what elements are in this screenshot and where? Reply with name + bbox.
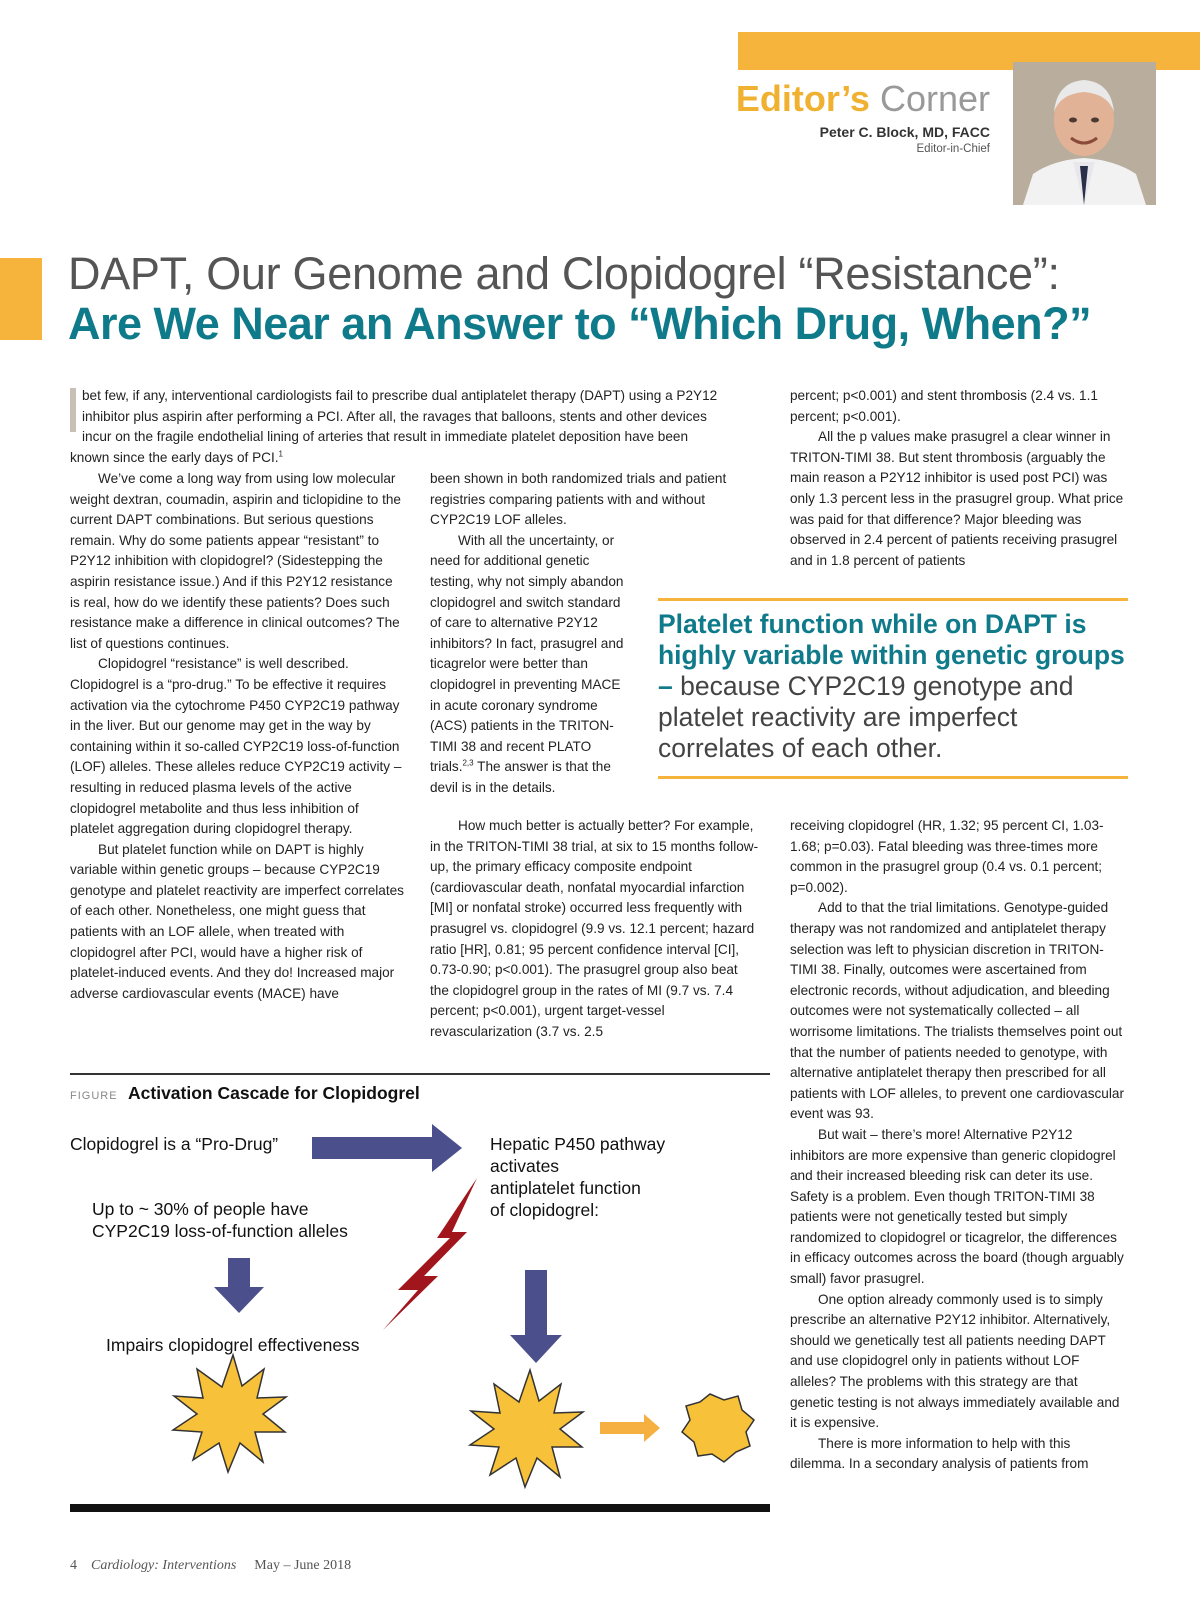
paragraph: We’ve come a long way from using low molecular weight dextran, coumadin, aspirin and ticlopidine to the current DAPT combinations. But serious questions remain. Why do some patients appear “resistant” to P2Y12 inhibition with clopidogrel? (Sidestepping the aspirin resistance issue.) And if this P2Y12 resistance is real, how do we identify these patients? Does such resistance make a difference in clinical outcomes? The list of questions continues. bbox=[70, 471, 401, 651]
starburst-icon bbox=[173, 1355, 286, 1472]
footnote-ref: 1 bbox=[278, 449, 283, 459]
pull-quote-rest: because CYP2C19 genotype and platelet reactivity are imperfect correlates of each other. bbox=[658, 671, 1074, 763]
paragraph: But wait – there’s more! Alternative P2Y12 inhibitors are more expensive than generic clopidogrel and their increased bleeding risk can deter its use. Safety is a problem. Even though TRITON-TIMI 38 patients were not genetically tested but simply randomized to clopidogrel or ticagrelor, the differences in efficacy outcomes across the board (though arguably small) favor prasugrel. bbox=[790, 1126, 1124, 1287]
figure-text-line: Hepatic P450 pathway bbox=[490, 1134, 666, 1154]
section-title-word1: Editor’s bbox=[735, 78, 870, 119]
section-title-word2: Corner bbox=[879, 78, 990, 119]
paragraph: receiving clopidogrel (HR, 1.32; 95 percent CI, 1.03-1.68; p=0.03). Fatal bleeding was three-times more common in the prasugrel group (0.4 vs. 0.1 percent; p=0.002). bbox=[790, 818, 1104, 895]
paragraph: percent; p<0.001) and stent thrombosis (2.4 vs. 1.1 percent; p<0.001). bbox=[790, 388, 1098, 424]
editor-name: Peter C. Block, MD, FACC bbox=[819, 124, 990, 140]
paragraph: But platelet function while on DAPT is highly variable within genetic groups – because CYP2C19 genotype and platelet reactivity are imperfect correlates of each other. Nonetheless, one might guess that patients with an LOF allele, when treated with clopidogrel after PCI, would have a higher risk of platelet-induced events. And they do! Increased major adverse cardiovascular events (MACE) have bbox=[70, 841, 404, 1001]
page-footer bbox=[70, 1558, 351, 1574]
octagon-badge-icon bbox=[682, 1394, 754, 1462]
figure-text-line: activates bbox=[490, 1156, 560, 1176]
paragraph: All the p values make prasugrel a clear winner in TRITON-TIMI 38. But stent thrombosis (arguably the main reason a P2Y12 inhibitor is used post PCI) was only 1.3 percent less in the prasugrel group. What price was paid for that difference? Major bleeding was observed in 2.4 percent of patients receiving prasugrel and in 1.8 percent of patients bbox=[790, 429, 1124, 568]
small-arrow-icon bbox=[600, 1414, 660, 1442]
down-arrow-icon bbox=[214, 1258, 264, 1313]
paragraph-text: With all the uncertainty, or need for additional genetic testing, why not simply abandon clopidogrel and switch standard of care to alternative P2Y12 inhibitors? In fact, prasugrel and ticagrelor were better than clopidogrel in preventing MACE in acute coronary syndrome (ACS) patients in the TRITON-TIMI 38 and recent PLATO trials. bbox=[430, 532, 624, 775]
lightning-bolt-icon bbox=[383, 1178, 477, 1330]
figure-text-line: antiplatelet function bbox=[490, 1178, 641, 1198]
figure-text-line: CYP2C19 loss-of-function alleles bbox=[92, 1221, 348, 1241]
figure-text-prodrug: Clopidogrel is a “Pro-Drug” bbox=[70, 1134, 279, 1154]
issue-date: May – June 2018 bbox=[254, 1558, 352, 1573]
figure-text-line: Up to ~ 30% of people have bbox=[92, 1199, 309, 1219]
pull-quote-bold: Platelet function while on DAPT is highly variable within genetic groups – bbox=[658, 609, 1125, 701]
figure-text-impairs: Impairs clopidogrel effectiveness bbox=[106, 1335, 360, 1355]
paragraph-text: The answer is that the devil is in the details. bbox=[430, 759, 611, 795]
headline-line1: DAPT, Our Genome and Clopidogrel “Resistance”: bbox=[68, 248, 1060, 299]
paragraph: How much better is actually better? For example, in the TRITON-TIMI 38 trial, at six to 15 months follow-up, the primary efficacy composite endpoint (cardiovascular death, nonfatal myocardial infarction [MI] or nonfatal stroke) occurred less frequently with prasugrel vs. clopidogrel (9.9 vs. 12.1 percent; hazard ratio [HR], 0.81; 95 percent confidence interval [CI], 0.73-0.90; p<0.001). The prasugrel group also beat the clopidogrel group in the rates of MI (9.7 vs. 7.4 percent; p<0.001), urgent target-vessel revascularization (3.7 vs. 2.5 bbox=[430, 818, 759, 1039]
intro-line-text: known since the early days of PCI. bbox=[70, 449, 279, 465]
paragraph: Clopidogrel “resistance” is well described. Clopidogrel is a “pro-drug.” To be effective it requires activation via the cytochrome P450 CYP2C19 pathway in the liver. But our genome may get in the way by containing within it so-called CYP2C19 loss-of-function (LOF) alleles. These alleles reduce CYP2C19 activity – resulting in reduced plasma levels of the active clopidogrel metabolite and thus less inhibition of platelet aggregation during clopidogrel therapy. bbox=[70, 656, 402, 837]
figure-bottom-rule bbox=[70, 1504, 770, 1512]
journal-name: Cardiology: Interventions bbox=[91, 1558, 237, 1573]
paragraph: There is more information to help with this dilemma. In a secondary analysis of patients from bbox=[790, 1435, 1089, 1472]
figure-text-line: of clopidogrel: bbox=[490, 1200, 599, 1220]
intro-line: inhibitor plus aspirin after performing a PCI. After all, the ravages that balloons, stents and other devices bbox=[82, 408, 707, 424]
down-arrow-icon bbox=[510, 1270, 562, 1363]
intro-line: bet few, if any, interventional cardiologists fail to prescribe dual antiplatelet therapy (DAPT) using a P2Y12 bbox=[82, 388, 718, 403]
starburst-icon bbox=[470, 1370, 583, 1487]
paragraph: been shown in both randomized trials and patient registries comparing patients with and without CYP2C19 LOF alleles. bbox=[430, 471, 727, 528]
intro-line: incur on the fragile endothelial lining of arteries that result in immediate platelet deposition have been bbox=[82, 429, 689, 445]
footnote-ref: 2,3 bbox=[462, 758, 474, 768]
figure-label: FIGURE bbox=[70, 1090, 118, 1102]
figure-name: Activation Cascade for Clopidogrel bbox=[128, 1083, 420, 1103]
headline-line2: Are We Near an Answer to “Which Drug, When?” bbox=[68, 298, 1092, 349]
paragraph: Add to that the trial limitations. Genotype-guided therapy was not randomized and antiplatelet therapy selection was left to physician discretion in TRITON-TIMI 38. Finally, outcomes were ascertained from electronic records, without adjudication, and bleeding outcomes were not systematically collected – all worrisome limitations. The trialists themselves point out that the number of patients needed to genotype, with alternative antiplatelet therapy then prescribed for all patients with LOF alleles, to prevent one cardiovascular event was 93. bbox=[790, 900, 1124, 1122]
editor-role: Editor-in-Chief bbox=[916, 143, 990, 155]
paragraph: One option already commonly used is to simply prescribe an alternative P2Y12 inhibitor. Alternatively, should we genetically test all patients needing DAPT and use clopidogrel only in patients without LOF alleles? The problems with this strategy are that genetic testing is not always immediately available and it is expensive. bbox=[790, 1291, 1120, 1431]
page-number: 4 bbox=[70, 1558, 77, 1573]
right-arrow-icon bbox=[312, 1124, 462, 1172]
